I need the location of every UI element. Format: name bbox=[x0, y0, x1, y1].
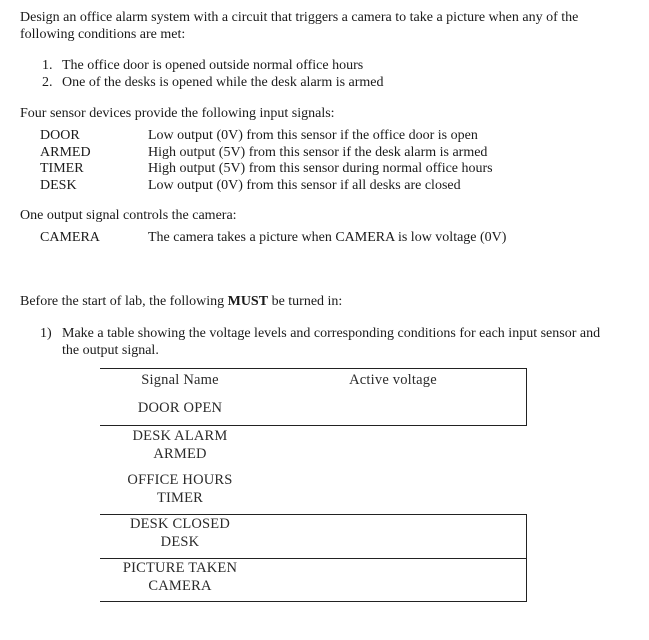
sensor-description: Low output (0V) from this sensor if the office door is open bbox=[148, 128, 478, 143]
intro-paragraph: Design an office alarm system with a circuit that triggers a camera to take a picture when any of the following conditions are met: bbox=[20, 10, 579, 42]
table-row-label: OFFICE HOURS bbox=[127, 472, 233, 488]
table-row-label: PICTURE TAKEN bbox=[122, 560, 238, 576]
row-divider bbox=[100, 425, 527, 426]
output-name: CAMERA bbox=[40, 230, 100, 245]
header-active-voltage: Active voltage bbox=[349, 372, 437, 388]
signal-table bbox=[100, 368, 527, 603]
prelab-instruction bbox=[20, 294, 342, 310]
table-right-border bbox=[526, 514, 527, 558]
sensors-heading: Four sensor devices provide the following input signals: bbox=[20, 106, 335, 121]
condition-number: 1. bbox=[42, 58, 53, 73]
sensor-name: TIMER bbox=[40, 161, 84, 176]
table-top-border bbox=[100, 368, 527, 369]
table-row-label: DESK ALARM bbox=[132, 428, 228, 444]
sensor-description: High output (5V) from this sensor during normal office hours bbox=[148, 161, 493, 176]
sensor-name: DESK bbox=[40, 177, 77, 193]
output-description: The camera takes a picture when CAMERA is low voltage (0V) bbox=[148, 230, 507, 245]
sensor-description: High output (5V) from this sensor if the desk alarm is armed bbox=[148, 144, 488, 160]
condition-text: The office door is opened outside normal office hours bbox=[62, 58, 364, 73]
condition-item bbox=[42, 58, 384, 75]
prelab-text-end: be turned in: bbox=[268, 294, 343, 309]
table-row-label: DESK CLOSED bbox=[129, 516, 231, 532]
prelab-text: Before the start of lab, the following bbox=[20, 294, 228, 309]
table-row-sublabel: ARMED bbox=[153, 446, 207, 462]
table-row-sublabel: DESK bbox=[160, 534, 200, 550]
sensor-name: ARMED bbox=[40, 144, 91, 160]
condition-text: One of the desks is opened while the desk alarm is armed bbox=[62, 75, 384, 90]
condition-number: 2. bbox=[42, 75, 53, 90]
table-row-sublabel: TIMER bbox=[156, 490, 204, 506]
table-right-border bbox=[526, 368, 527, 426]
sensor-description: Low output (0V) from this sensor if all desks are closed bbox=[148, 177, 461, 193]
task-text: Make a table showing the voltage levels and corresponding conditions for each input sensor and the output signal. bbox=[62, 326, 601, 358]
condition-item bbox=[42, 75, 384, 92]
conditions-list bbox=[42, 58, 384, 92]
table-row-sublabel: CAMERA bbox=[148, 578, 212, 594]
output-heading: One output signal controls the camera: bbox=[20, 208, 237, 223]
table-right-border bbox=[526, 558, 527, 602]
task-number: 1) bbox=[40, 326, 52, 341]
table-row-label: DOOR OPEN bbox=[137, 400, 223, 416]
header-signal-name: Signal Name bbox=[141, 372, 219, 388]
sensor-name: DOOR bbox=[40, 128, 80, 143]
table-bottom-border bbox=[100, 601, 527, 602]
output-row bbox=[0, 230, 649, 246]
must-emphasis: MUST bbox=[227, 294, 269, 309]
